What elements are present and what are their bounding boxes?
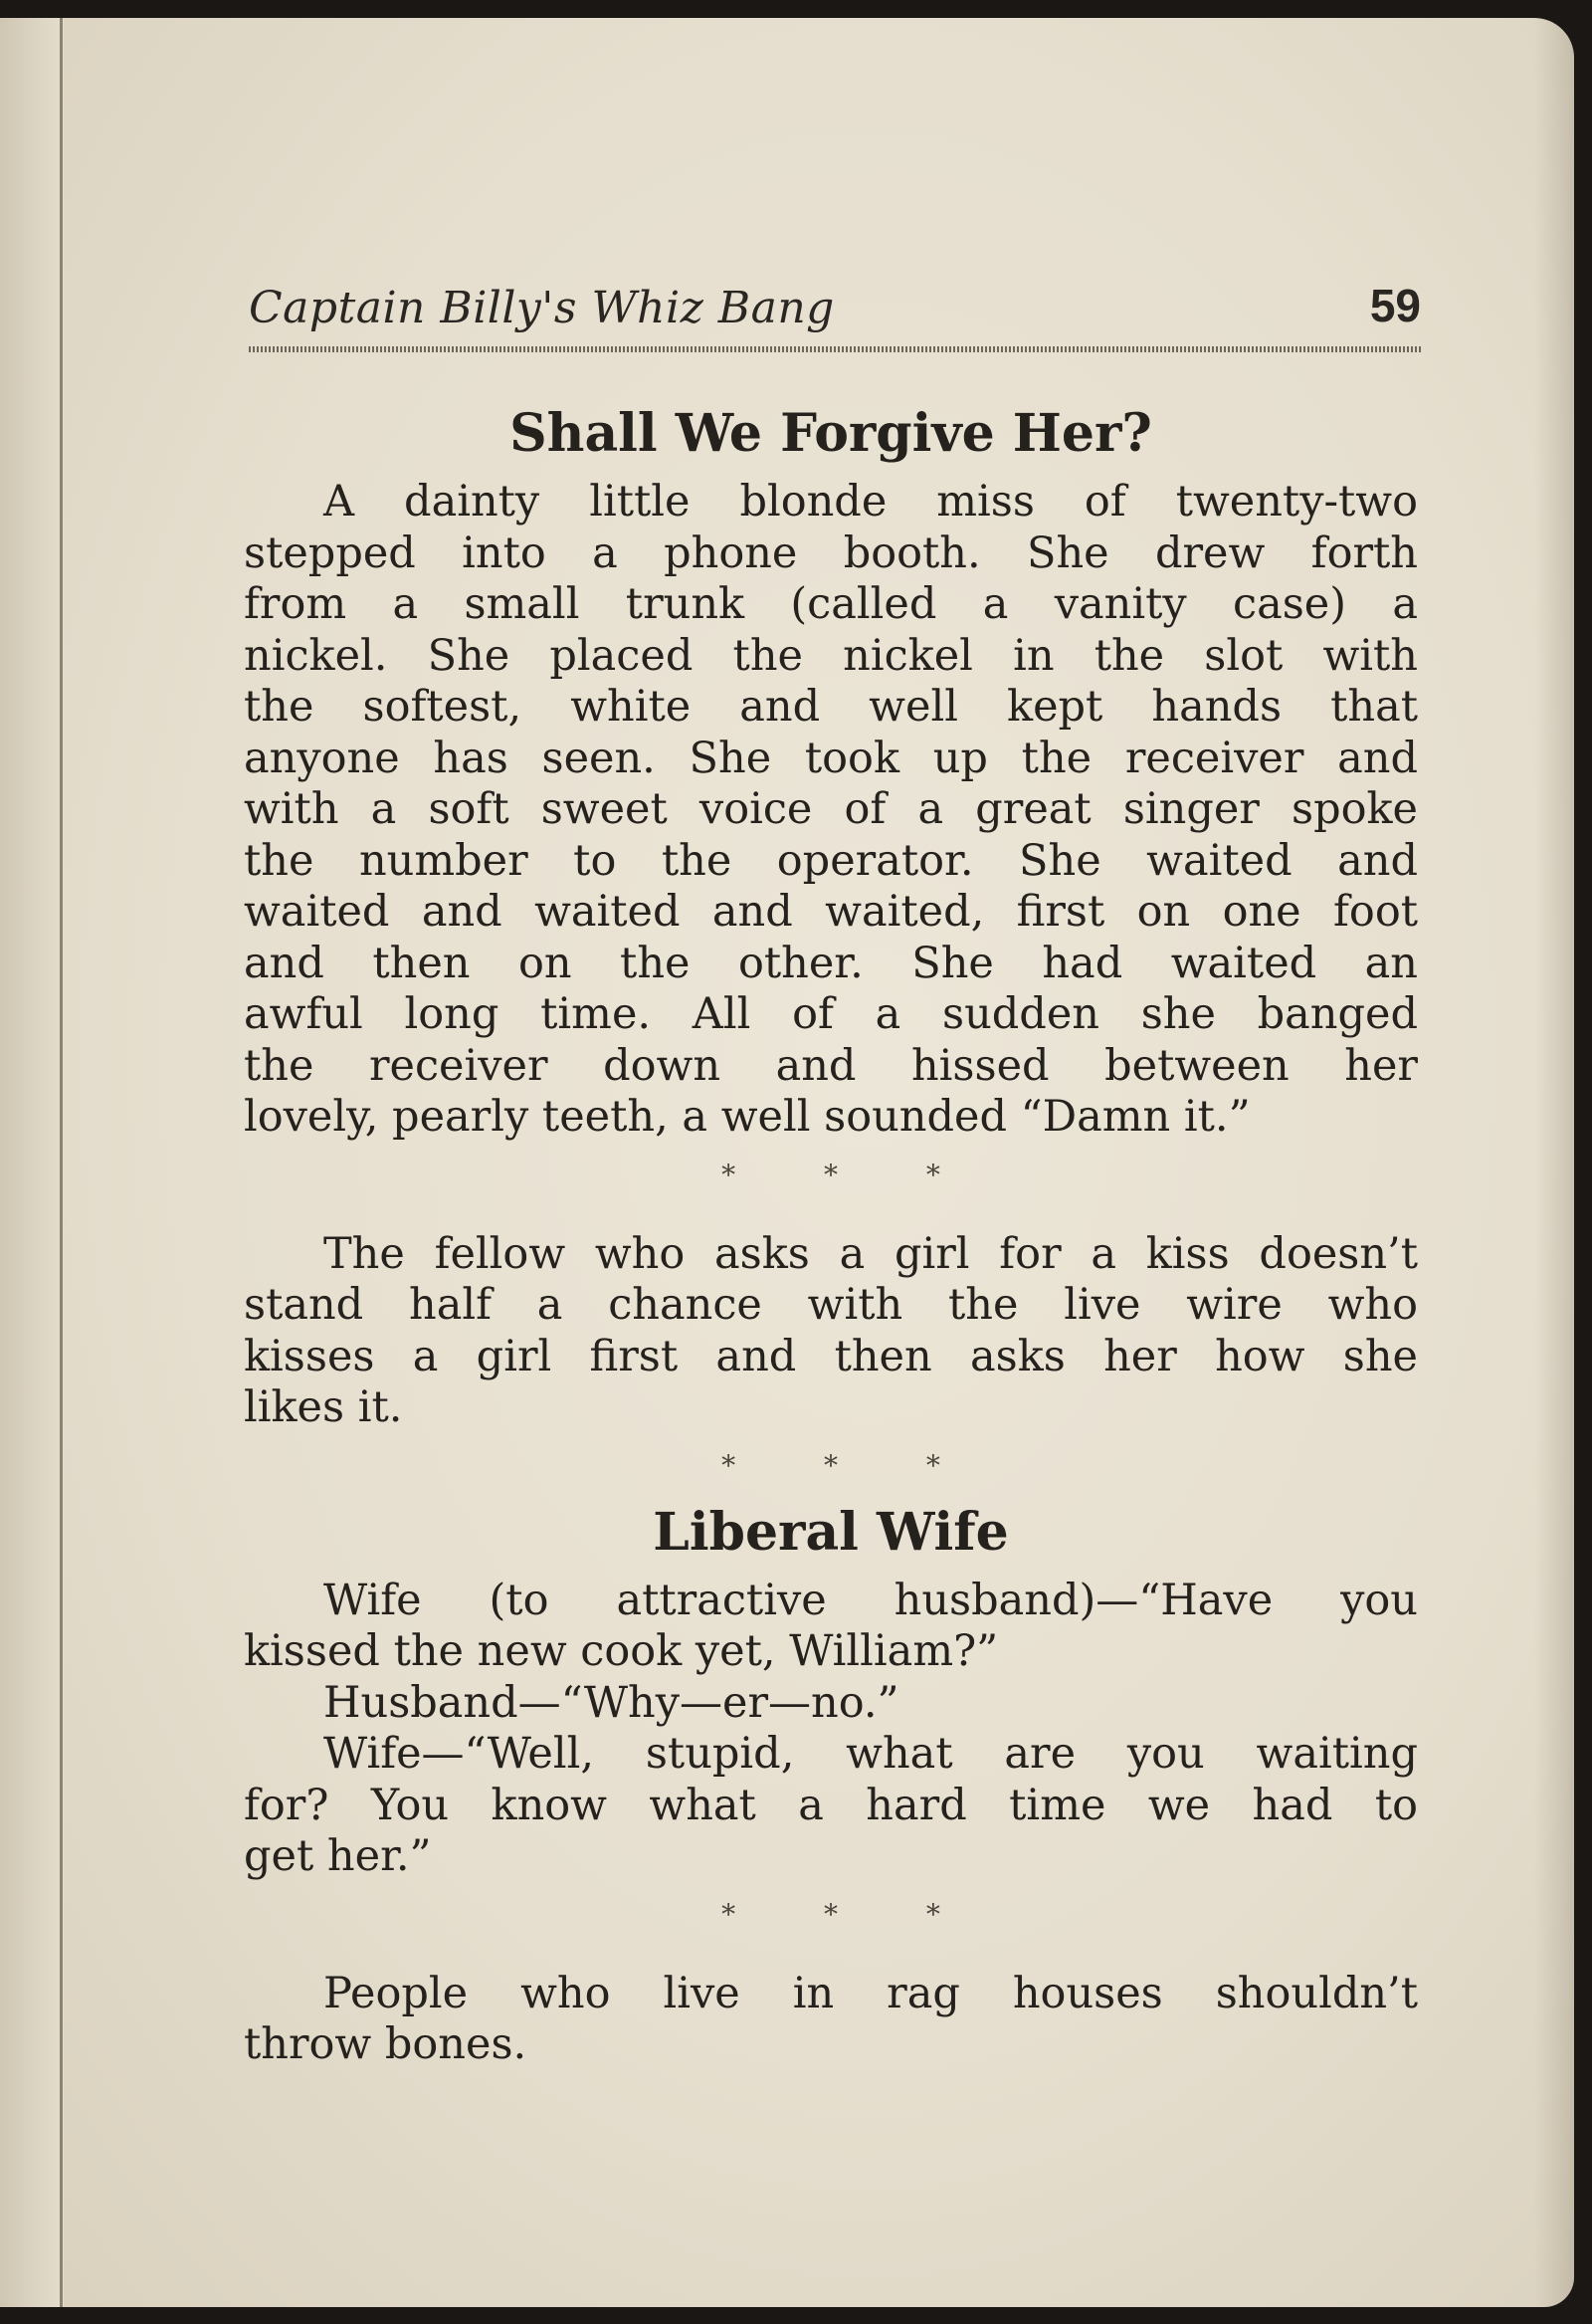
page-content <box>244 401 1418 2071</box>
page-gutter <box>0 18 64 2307</box>
text-line: kissed the new cook yet, William?” <box>244 1626 999 1676</box>
article-body <box>244 477 1418 1144</box>
running-header <box>249 279 1421 338</box>
text-line: The fellow who asks a girl for a kiss doesn’t <box>323 1228 1418 1279</box>
running-title: Captain Billy's Whiz Bang <box>249 283 835 333</box>
text-line: anyone has seen. She took up the receiver and <box>244 733 1418 783</box>
text-line: kisses a girl first and then asks her how she <box>244 1331 1418 1381</box>
text-line: from a small trunk (called a vanity case) a <box>244 579 1418 629</box>
text-line: stepped into a phone booth. She drew forth <box>244 528 1418 578</box>
text-line: the softest, white and well kept hands that <box>244 682 1418 732</box>
section-separator: * * * <box>721 1448 980 1482</box>
joke-body <box>244 1969 1418 2071</box>
joke-body <box>244 1229 1418 1434</box>
text-line: stand half a chance with the live wire who <box>244 1280 1418 1330</box>
text-line: get her.” <box>244 1831 432 1881</box>
text-line: with a soft sweet voice of a great singer spoke <box>244 784 1418 834</box>
page-number: 59 <box>1369 280 1421 331</box>
text-line: for? You know what a hard time we had to <box>244 1780 1418 1830</box>
article-body <box>244 1576 1418 1883</box>
text-line: and then on the other. She had waited an <box>244 938 1418 988</box>
article-heading: Shall We Forgive Her? <box>509 403 1152 464</box>
text-line: the receiver down and hissed between her <box>244 1040 1418 1091</box>
text-line: likes it. <box>244 1382 403 1432</box>
header-rule <box>249 346 1421 352</box>
text-line: People who live in rag houses shouldn’t <box>323 1968 1418 2018</box>
section-separator: * * * <box>721 1897 980 1931</box>
text-line: Husband—“Why—er—no.” <box>323 1677 899 1728</box>
text-line: throw bones. <box>244 2019 527 2069</box>
text-line: lovely, pearly teeth, a well sounded “Damn it.” <box>244 1092 1251 1142</box>
text-line: the number to the operator. She waited and <box>244 835 1418 886</box>
binding-line <box>60 18 63 2307</box>
page-edge-shadow <box>1534 18 1574 2307</box>
text-line: awful long time. All of a sudden she banged <box>244 989 1418 1039</box>
section-separator: * * * <box>721 1158 980 1191</box>
article-heading: Liberal Wife <box>653 1501 1009 1563</box>
text-line: Wife—“Well, stupid, what are you waiting <box>323 1729 1418 1779</box>
text-line: A dainty little blonde miss of twenty-two <box>323 477 1418 527</box>
book-page <box>0 18 1574 2307</box>
text-line: Wife (to attractive husband)—“Have you <box>323 1575 1418 1625</box>
text-line: nickel. She placed the nickel in the slot with <box>244 630 1418 681</box>
text-line: waited and waited and waited, first on one foot <box>244 887 1418 937</box>
